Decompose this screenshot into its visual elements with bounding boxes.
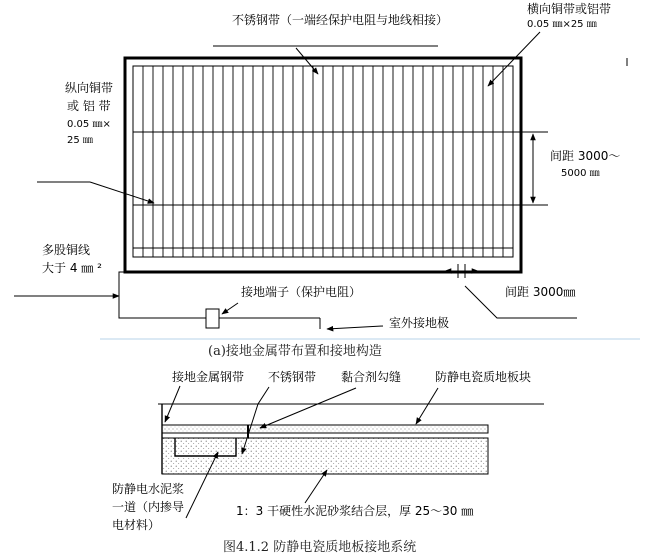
figure-a xyxy=(14,1,640,359)
horizontal-strip-label: 横向铜带或铝带 xyxy=(527,2,612,16)
stainless-strip-label: 不锈钢带（一端经保护电阻与地线相接） xyxy=(232,13,449,27)
metal-strip-label: 接地金属钢带 xyxy=(172,370,245,384)
longitudinal-label-3: 0.05 ㎜× xyxy=(67,119,111,130)
longitudinal-label-2: 或 铝 带 xyxy=(67,99,111,113)
spacing-3000-label: 间距 3000㎜ xyxy=(505,285,576,299)
longitudinal-label-1: 纵向铜带 xyxy=(65,81,114,95)
bonding-leader xyxy=(305,470,327,503)
mortar-label-1: 防静电水泥浆 xyxy=(112,482,185,496)
mortar-label-2: 一道（内掺导 xyxy=(112,500,185,514)
outdoor-ground-label: 室外接地极 xyxy=(389,316,450,330)
spacing-label-2: 5000 ㎜ xyxy=(561,168,600,179)
stainless-b-label: 不锈钢带 xyxy=(268,370,317,384)
figure-a-caption: (a)接地金属带布置和接地构造 xyxy=(208,344,382,359)
antistatic-tile-label: 防静电瓷质地板块 xyxy=(435,370,532,384)
spacing-label-1: 间距 3000～ xyxy=(550,149,621,163)
longitudinal-leader-2 xyxy=(90,182,154,203)
tile-layer xyxy=(162,425,488,433)
terminal-label: 接地端子（保护电阻） xyxy=(241,285,362,299)
mortar-label-3: 电材料） xyxy=(112,518,161,532)
ground-wire xyxy=(119,272,206,318)
tile-leader xyxy=(416,388,438,424)
longitudinal-strips xyxy=(143,66,503,257)
multi-wire-label-1: 多股铜线 xyxy=(42,243,91,257)
horizontal-strips xyxy=(133,132,548,248)
stainless-leader xyxy=(296,48,318,74)
figure-b xyxy=(112,369,544,555)
multi-wire-label-2: 大于 4 ㎜ ² xyxy=(42,261,102,275)
adhesive-leader xyxy=(260,388,356,428)
figure-caption: 图4.1.2 防静电瓷质地板接地系统 xyxy=(223,540,417,555)
longitudinal-label-4: 25 ㎜ xyxy=(67,135,93,146)
horizontal-strip-spec: 0.05 ㎜×25 ㎜ xyxy=(527,19,597,30)
bonding-layer-label: 1：3 干硬性水泥砂浆结合层，厚 25～30 ㎜ xyxy=(236,504,474,518)
ground-terminal xyxy=(206,309,219,328)
terminal-leader xyxy=(222,303,238,314)
outdoor-ground-leader xyxy=(327,326,383,329)
adhesive-joint-label: 黏合剂勾缝 xyxy=(341,370,402,384)
